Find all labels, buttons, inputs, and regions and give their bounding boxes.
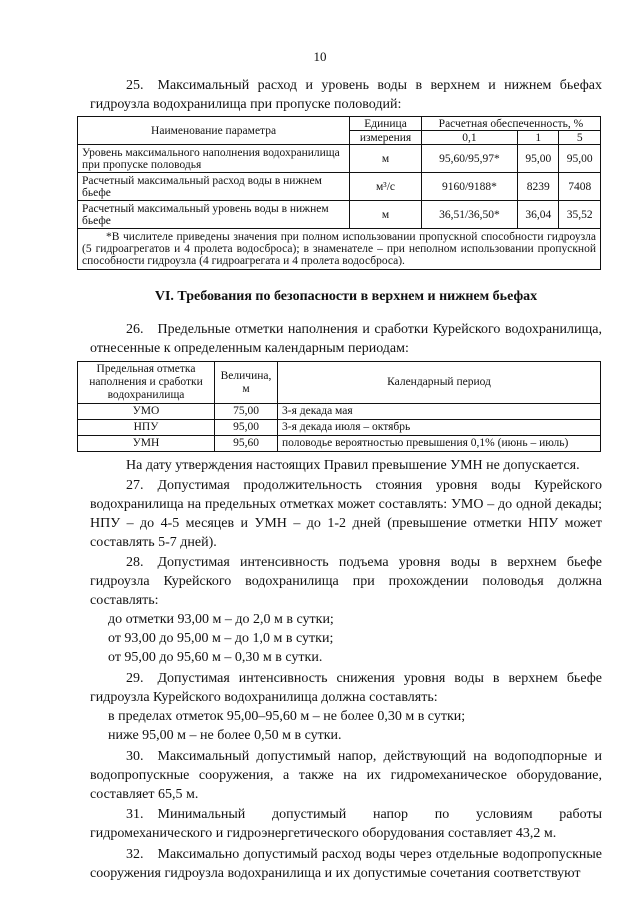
paragraph-27: 27. Допустимая продолжительность стояния уровня воды Курейского водохранилища на предельных отметках может составлять: УМО – до одной декады; НПУ – до 4-5 месяцев и УМН – до 1-2 дней (превышение отметки НПУ может составлять 5-7 дней). xyxy=(90,478,602,550)
row-mark: УМО xyxy=(78,404,215,420)
paragraph-26: 26. Предельные отметки наполнения и сработки Курейского водохранилища, отнесенные к определенным календарным периодам: xyxy=(90,322,602,356)
header-mark: Предельная отметка наполнения и сработки водохранилища xyxy=(78,362,215,404)
row-value-p5: 35,52 xyxy=(559,201,601,229)
page-number: 10 xyxy=(313,49,327,64)
paragraph-28-line: до отметки 93,00 м – до 2,0 м в сутки; xyxy=(108,612,334,627)
row-period: половодье вероятностью превышения 0,1% (июнь – июль) xyxy=(278,436,601,452)
row-value-p5: 95,00 xyxy=(559,145,601,173)
paragraph-32: 32. Максимально допустимый расход воды через отдельные водопропускные сооружения гидроузла водохранилища и их допустимые сочетания соответствуют xyxy=(90,847,602,881)
row-value-p01: 9160/9188* xyxy=(421,173,517,201)
header-unit-1: Единица xyxy=(350,117,422,131)
header-p1: 1 xyxy=(518,131,559,145)
row-value-p1: 8239 xyxy=(518,173,559,201)
row-unit: м xyxy=(350,201,422,229)
table-row xyxy=(78,145,601,173)
header-unit-2: измерения xyxy=(350,131,422,145)
table-row xyxy=(78,201,601,229)
paragraph-28: 28. Допустимая интенсивность подъема уровня воды в верхнем бьефе гидроузла Курейского водохранилища при прохождении половодья должна составлять: xyxy=(90,555,602,608)
paragraph-28-line: от 93,00 до 95,00 м – до 1,0 м в сутки; xyxy=(108,631,334,646)
row-unit: м³/с xyxy=(350,173,422,201)
row-unit: м xyxy=(350,145,422,173)
row-value: 95,60 xyxy=(215,436,278,452)
header-period: Календарный период xyxy=(278,362,601,404)
row-value: 75,00 xyxy=(215,404,278,420)
header-value-2: м xyxy=(242,382,250,395)
limit-marks-table xyxy=(77,361,601,452)
paragraph-29: 29. Допустимая интенсивность снижения уровня воды в верхнем бьефе гидроузла Курейского водохранилища должна составлять: xyxy=(90,671,602,705)
row-period: 3-я декада мая xyxy=(278,404,601,420)
table-row xyxy=(78,420,601,436)
table-row xyxy=(78,404,601,420)
paragraph-30: 30. Максимальный допустимый напор, действующий на водоподпорные и водопропускные сооружения, а также на их гидромеханическое оборудование, составляет 65,5 м. xyxy=(90,749,602,802)
header-parameter: Наименование параметра xyxy=(78,117,350,145)
paragraph-29-line: ниже 95,00 м – не более 0,50 м в сутки. xyxy=(108,728,342,743)
paragraph-29-line: в пределах отметок 95,00–95,60 м – не более 0,30 м в сутки; xyxy=(108,709,466,724)
row-mark: УМН xyxy=(78,436,215,452)
row-value-p5: 7408 xyxy=(559,173,601,201)
header-p01: 0,1 xyxy=(421,131,517,145)
header-value-1: Величина, xyxy=(220,369,272,382)
umn-note: На дату утверждения настоящих Правил превышение УМН не допускается. xyxy=(126,458,580,473)
header-value xyxy=(215,362,278,404)
row-name: Расчетный максимальный расход воды в нижнем бьефе xyxy=(78,173,350,201)
row-value: 95,00 xyxy=(215,420,278,436)
row-name: Расчетный максимальный уровень воды в нижнем бьефе xyxy=(78,201,350,229)
row-value-p01: 95,60/95,97* xyxy=(421,145,517,173)
paragraph-25: 25. Максимальный расход и уровень воды в верхнем и нижнем бьефах гидроузла водохранилища при пропуске половодий: xyxy=(90,78,602,112)
paragraph-31: 31. Минимальный допустимый напор по условиям работы гидромеханического и гидроэнергетического оборудования составляет 43,2 м. xyxy=(90,807,602,841)
table-row xyxy=(78,173,601,201)
row-period: 3-я декада июля – октябрь xyxy=(278,420,601,436)
table-row xyxy=(78,436,601,452)
row-mark: НПУ xyxy=(78,420,215,436)
row-value-p1: 36,04 xyxy=(518,201,559,229)
paragraph-28-line: от 95,00 до 95,60 м – 0,30 м в сутки. xyxy=(108,650,323,665)
row-name: Уровень максимального наполнения водохранилища при пропуске половодья xyxy=(78,145,350,173)
flood-parameters-table xyxy=(77,116,601,270)
table-footnote: *В числителе приведены значения при полном использовании пропускной способности гидроузла (5 гидроагрегатов и 4 пролета водосброса); в знаменателе – при неполном использовании пропускной способности гидроузла (4 гидроагрегата и 4 пролета водосброса). xyxy=(78,229,601,270)
header-probability: Расчетная обеспеченность, % xyxy=(421,117,600,131)
header-p5: 5 xyxy=(559,131,601,145)
section-title: VI. Требования по безопасности в верхнем и нижнем бьефах xyxy=(154,289,538,304)
row-value-p1: 95,00 xyxy=(518,145,559,173)
row-value-p01: 36,51/36,50* xyxy=(421,201,517,229)
